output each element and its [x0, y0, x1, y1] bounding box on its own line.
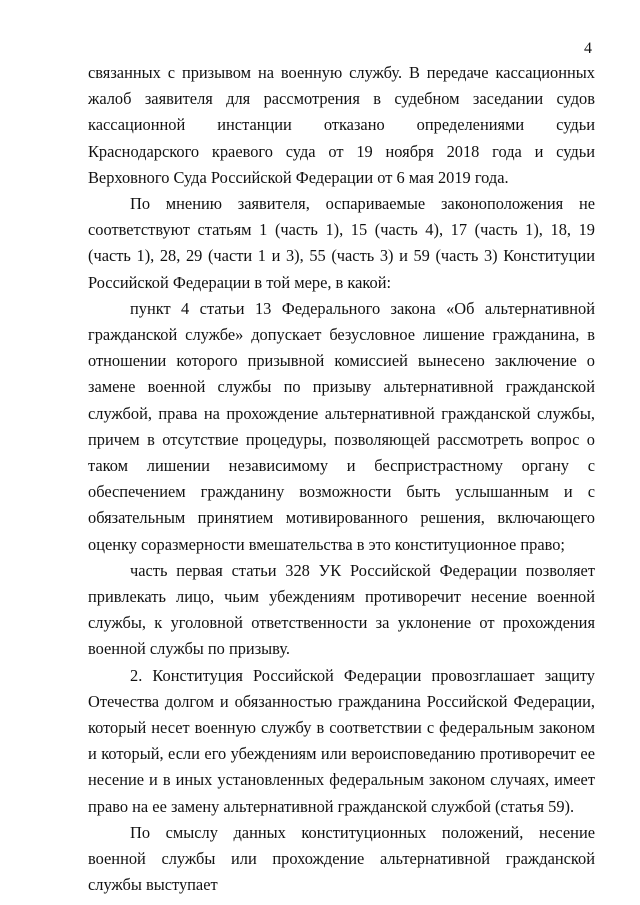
paragraph-constitutional-meaning: По смыслу данных конституционных положений, несение военной службы или прохождение альтернативной гражданской службы выступает [88, 822, 595, 895]
paragraph-section-2: 2. Конституция Российской Федерации провозглашает защиту Отечества долгом и обязанностью гражданина Российской Федерации, который несет военную службу в соответствии с федеральным законом и который, если его убеждениям или вероисповеданию противоречит ее несение и в иных установленных федеральным законом случаях, имеет право на ее замену альтернативной гражданской службой (статья 59). [88, 665, 595, 816]
page-number: 4 [584, 40, 592, 57]
paragraph-point-4-article-13: пункт 4 статьи 13 Федерального закона «Об альтернативной гражданской службе» допускает безусловное лишение гражданина, в отношении которого призывной комиссией вынесено заключение о замене военной службы по призыву альтернативной гражданской службой, права на прохождение альтернативной гражданской службы, причем в отсутствие процедуры, позволяющей рассмотреть вопрос о таком лишении независимому и беспристрастному органу с обеспечением гражданину возможности быть услышанным и с обязательным принятием мотивированного решения, включающего оценку соразмерности вмешательства в это конституционное право; [88, 298, 595, 554]
paragraph-article-328: часть первая статьи 328 УК Российской Федерации позволяет привлекать лицо, чьим убеждениям противоречит несение военной службы, к уголовной ответственности за уклонение от прохождения военной службы по призыву. [88, 560, 595, 659]
paragraph-applicant-opinion: По мнению заявителя, оспариваемые законоположения не соответствуют статьям 1 (часть 1), 15 (часть 4), 17 (часть 1), 18, 19 (часть 1), 28, 29 (части 1 и 3), 55 (часть 3) и 59 (часть 3) Конституции Российской Федерации в той мере, в какой: [88, 194, 595, 292]
paragraph-continuation: связанных с призывом на военную службу. В передаче кассационных жалоб заявителя для рассмотрения в судебном заседании судов кассационной инстанции отказано определениями судьи Краснодарского краевого суда от 19 ноября 2018 года и судьи Верховного Суда Российской Федерации от 6 мая 2019 года. [88, 63, 595, 187]
document-body [88, 60, 595, 899]
